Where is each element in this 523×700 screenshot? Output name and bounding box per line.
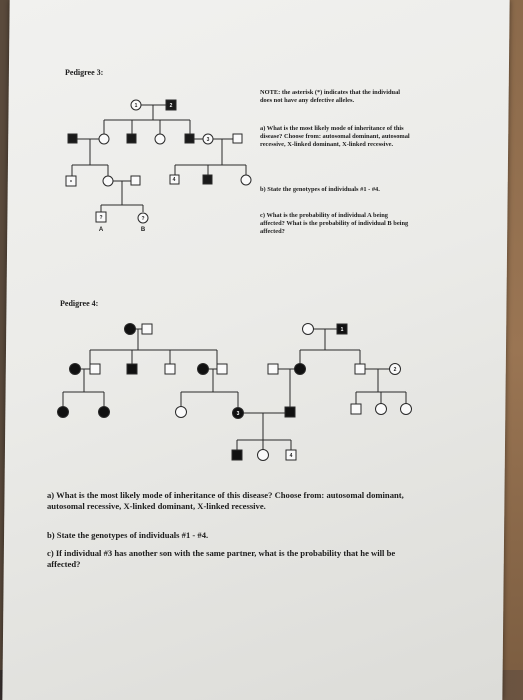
pedigree4-female-affected	[70, 364, 81, 375]
pedigree4-female	[176, 407, 187, 418]
pedigree3-note: NOTE: the asterisk (*) indicates that the individual does not have any defective alleles.	[260, 89, 401, 104]
pedigree3-label-2: 2	[169, 103, 173, 109]
pedigree3-male-affected	[203, 175, 212, 184]
pedigree4-question-a: a) What is the most likely mode of inheritance of this disease? Choose from: autosomal dominant, autosomal recessive, X-linked dominant, X-linked recessive.	[47, 490, 404, 511]
pedigree4-male	[142, 324, 152, 334]
pedigree4-female-affected	[58, 407, 69, 418]
pedigree4-female	[303, 324, 314, 335]
pedigree4-female	[376, 404, 387, 415]
pedigree4-chart	[58, 324, 412, 461]
pedigree4-label-2: 2	[393, 367, 397, 373]
pedigree3-question-mark-a: ?	[99, 215, 103, 221]
pedigree4-male-affected	[127, 364, 137, 374]
pedigree4-female	[258, 450, 269, 461]
pedigree4-question-b: b) State the genotypes of individuals #1 - #4.	[47, 530, 209, 540]
pedigree3-female	[103, 176, 113, 186]
pedigree3-female	[155, 134, 165, 144]
pedigree3-male-affected	[127, 134, 136, 143]
pedigree4-label-3: 3	[236, 411, 240, 417]
pedigree4-label-1: 1	[340, 327, 344, 333]
pedigree4-question-c: c) If individual #3 has another son with the same partner, what is the probability that he will be affected?	[47, 548, 396, 569]
pedigree3-female	[99, 134, 109, 144]
pedigree3-female	[241, 175, 251, 185]
pedigree3-name-b: B	[140, 227, 146, 233]
pedigree3-male-affected	[185, 134, 194, 143]
pedigree4-female-affected	[198, 364, 209, 375]
pedigree3-label-1: 1	[134, 103, 138, 109]
pedigree3-question-a: a) What is the most likely mode of inheritance of this disease? Choose from: autosomal dominant, autosomal recessive, X-linked dominant, X-linked recessive.	[260, 125, 410, 148]
pedigree4-male	[165, 364, 175, 374]
pedigree4-male-affected	[232, 450, 242, 460]
pedigree3-question-mark-b: ?	[141, 216, 145, 222]
pedigree4-male	[351, 404, 361, 414]
pedigree3-name-a: A	[98, 227, 104, 233]
pedigree4-title: Pedigree 4:	[60, 299, 99, 308]
pedigree3-label-4: 4	[172, 177, 176, 183]
pedigree4-male	[355, 364, 365, 374]
pedigree3-male	[233, 134, 242, 143]
pedigree3-chart	[66, 100, 251, 223]
pedigree4-female-affected	[99, 407, 110, 418]
pedigree3-question-b: b) State the genotypes of individuals #1 - #4.	[260, 186, 380, 193]
pedigree3-male	[131, 176, 140, 185]
pedigree4-male	[90, 364, 100, 374]
pedigree4-label-4: 4	[289, 453, 293, 459]
pedigree3-male-affected	[68, 134, 77, 143]
pedigree3-label-3: 3	[206, 137, 210, 143]
pedigree3-asterisk: *	[70, 180, 72, 186]
pedigree3-question-c: c) What is the probability of individual A being affected? What is the probability of individual B being affected?	[260, 212, 409, 235]
pedigree3-title: Pedigree 3:	[65, 68, 104, 77]
pedigree4-male	[217, 364, 227, 374]
pedigree4-male	[268, 364, 278, 374]
pedigree4-female	[401, 404, 412, 415]
pedigree4-female-affected	[295, 364, 306, 375]
pedigree4-female-affected	[125, 324, 136, 335]
pedigree4-male-affected	[285, 407, 295, 417]
